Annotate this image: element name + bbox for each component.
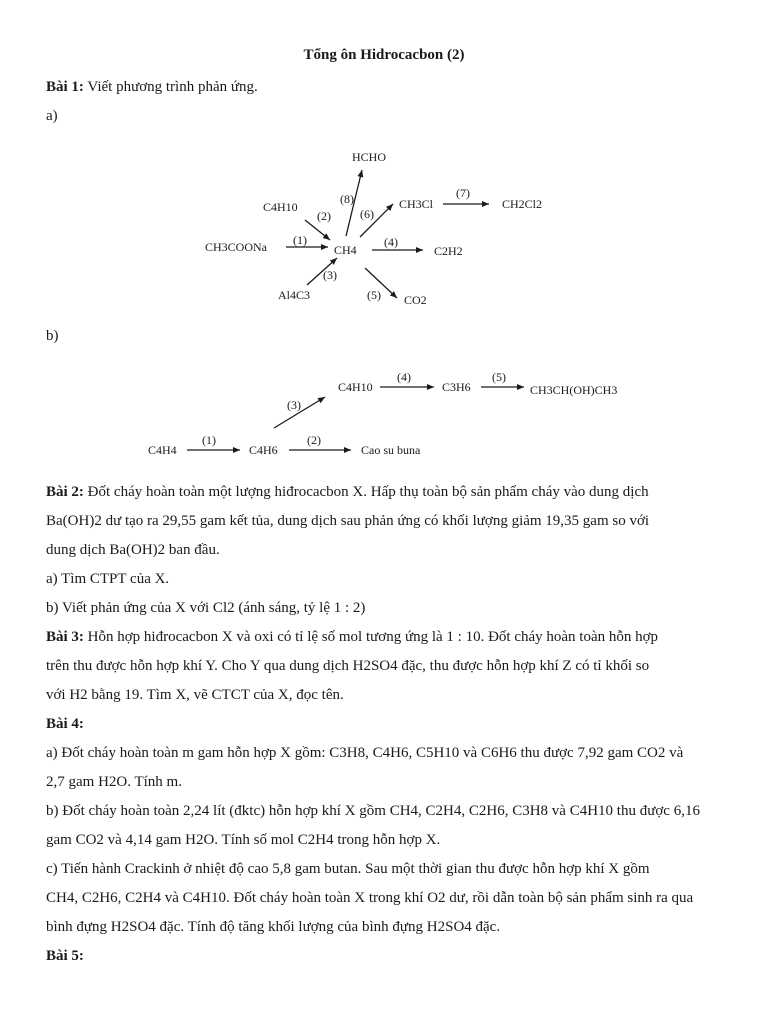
bai4-label: Bài 4: [46,716,84,732]
bai1-label: Bài 1: [46,79,84,95]
bai4-c1: c) Tiến hành Crackinh ở nhiệt độ cao 5,8 gam butan. Sau một thời gian thu được hỗn hợp khí X gồm [46,861,650,877]
step-label-8: (8) [340,192,354,206]
node-c4h6: C4H6 [249,443,278,457]
page-title: Tổng ôn Hidrocacbon (2) [303,47,465,63]
node-hcho: HCHO [352,150,387,164]
bai2-a: a) Tìm CTPT của X. [46,571,170,587]
node-ch3cl: CH3Cl [399,197,434,211]
step-b-label-3: (3) [287,398,301,412]
step-label-6: (6) [360,207,374,221]
bai1-a-label: a) [46,108,58,124]
bai2-line1 [46,482,726,502]
step-label-7: (7) [456,186,470,200]
node-ch3coona: CH3COONa [205,240,267,254]
bai2-label: Bài 2: [46,484,84,500]
node-c3h6: C3H6 [442,380,471,394]
step-b-label-4: (4) [397,370,411,384]
bai5-label: Bài 5: [46,948,84,964]
bai4-a2: 2,7 gam H2O. Tính m. [46,774,182,790]
bai3-line2: trên thu được hỗn hợp khí Y. Cho Y qua dung dịch H2SO4 đặc, thu được hỗn hợp khí Z có tỉ khối so [46,658,650,674]
node-c4h10-b: C4H10 [338,380,373,394]
bai4-b2: gam CO2 và 4,14 gam H2O. Tính số mol C2H4 trong hỗn hợp X. [46,832,441,848]
bai4-c3: bình đựng H2SO4 đặc. Tính độ tăng khối lượng của bình đựng H2SO4 đặc. [46,919,501,935]
bai3-text-1: Hỗn hợp hiđrocacbon X và oxi có tỉ lệ số mol tương ứng là 1 : 10. Đốt cháy hoàn toàn hỗn hợp [83,629,659,645]
bai2-line2: Ba(OH)2 dư tạo ra 29,55 gam kết tủa, dung dịch sau phản ứng có khối lượng giảm 19,35 gam so với [46,513,650,529]
step-label-5: (5) [367,288,381,302]
bai4-c2: CH4, C2H6, C2H4 và C4H10. Đốt cháy hoàn toàn X trong khí O2 dư, rồi dẫn toàn bộ sản phẩm sinh ra qua [46,890,694,906]
node-al4c3: Al4C3 [278,288,311,302]
step-label-4: (4) [384,235,398,249]
node-c4h4: C4H4 [148,443,177,457]
step-label-3: (3) [323,268,337,282]
bai1-text: Viết phương trình phản ứng. [83,79,258,95]
bai3-line3: với H2 bằng 19. Tìm X, vẽ CTCT của X, đọc tên. [46,687,344,703]
bai1-b-label: b) [46,328,59,344]
step-label-2: (2) [317,209,331,223]
bai4-b1: b) Đốt cháy hoàn toàn 2,24 lít (đktc) hỗn hợp khí X gồm CH4, C2H4, C2H6, C3H8 và C4H10 thu được 6,16 [46,803,700,819]
node-co2: CO2 [404,293,427,307]
node-c2h2: C2H2 [434,244,463,258]
bai2-line3: dung dịch Ba(OH)2 ban đầu. [46,542,220,558]
bai4-a1: a) Đốt cháy hoàn toàn m gam hỗn hợp X gồm: C3H8, C4H6, C5H10 và C6H6 thu được 7,92 gam CO2 và [46,745,684,761]
node-c4h10: C4H10 [263,200,298,214]
bai3-label: Bài 3: [46,629,84,645]
bai2-text-1: Đốt cháy hoàn toàn một lượng hiđrocacbon X. Hấp thụ toàn bộ sản phẩm cháy vào dung dịch [83,484,649,500]
step-b-label-1: (1) [202,433,216,447]
step-label-1: (1) [293,233,307,247]
node-rubber: Cao su buna [361,443,421,457]
node-isopropanol: CH3CH(OH)CH3 [530,383,618,397]
step-b-label-2: (2) [307,433,321,447]
bai3-line1 [46,627,726,647]
step-b-label-5: (5) [492,370,506,384]
node-ch2cl2: CH2Cl2 [502,197,543,211]
bai2-b: b) Viết phản ứng của X với Cl2 (ánh sáng, tỷ lệ 1 : 2) [46,600,366,616]
node-ch4-center: CH4 [334,243,357,257]
